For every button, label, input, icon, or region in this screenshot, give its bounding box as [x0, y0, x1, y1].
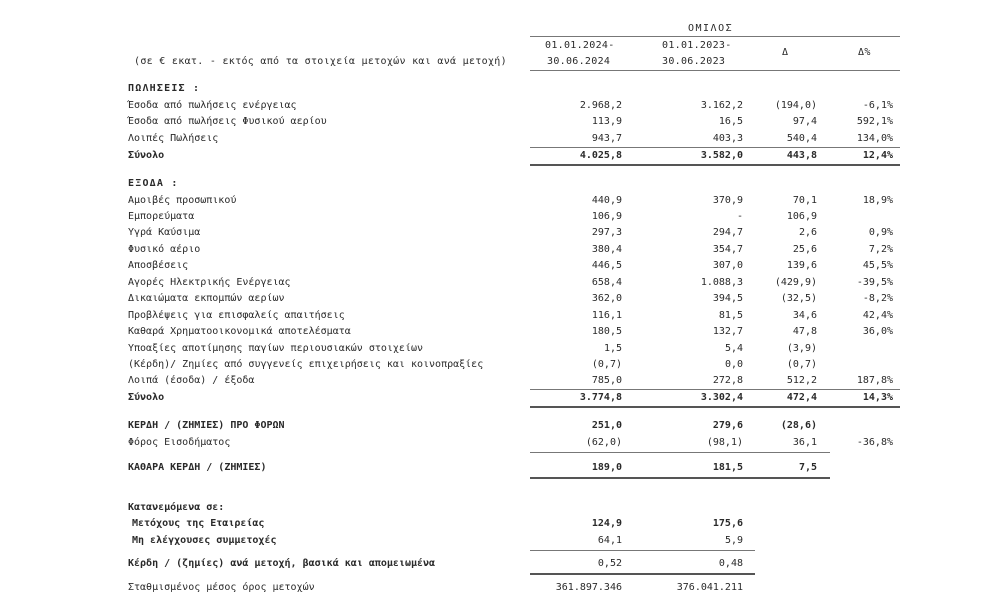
value-2024: 658,4	[591, 277, 622, 288]
col2-header-line1: 01.01.2023-	[662, 40, 732, 51]
value-delta: (194,0)	[774, 100, 817, 111]
value-2023: 132,7	[712, 326, 743, 337]
income-tax-row	[0, 435, 1000, 451]
value-2024: 446,5	[591, 260, 622, 271]
value-delta: (0,7)	[786, 359, 817, 370]
value-delta-pct: 592,1%	[856, 116, 893, 127]
row-label: Κέρδη / (ζημίες) ανά μετοχή, βασικά και απομειωμένα	[128, 558, 436, 569]
value-2023: 3.162,2	[700, 100, 743, 111]
row-label: (Κέρδη)/ Ζημίες από συγγενείς επιχειρήσεις και κοινοπραξίες	[128, 359, 484, 370]
row-label: Έσοδα από πωλήσεις ενέργειας	[128, 100, 297, 111]
col1-header-line2: 30.06.2024	[547, 56, 611, 67]
value-2023: 175,6	[712, 518, 743, 529]
value-2023: -	[736, 211, 743, 222]
value-delta: 512,2	[786, 375, 817, 386]
row-label: Μη ελέγχουσες συμμετοχές	[132, 535, 277, 546]
row-label: Καθαρά Χρηματοοικονομικά αποτελέσματα	[128, 326, 351, 337]
value-delta-pct: -36,8%	[856, 437, 893, 448]
value-2023: 354,7	[712, 244, 743, 255]
value-2024: 785,0	[591, 375, 622, 386]
value-delta-pct: 12,4%	[862, 150, 893, 161]
row-label: Υποαξίες αποτίμησης παγίων περιουσιακών στοιχείων	[128, 343, 424, 354]
value-2023: 403,3	[712, 133, 743, 144]
table-row	[0, 341, 1000, 357]
row-label: Σύνολο	[128, 392, 165, 403]
value-delta-pct: 187,8%	[856, 375, 893, 386]
value-2024: (0,7)	[591, 359, 622, 370]
value-2024: 124,9	[591, 518, 622, 529]
value-2023: 3.302,4	[700, 392, 743, 403]
value-2024: 2.968,2	[579, 100, 622, 111]
weighted-shares-row	[0, 580, 1000, 596]
value-delta: 2,6	[798, 227, 817, 238]
value-2024: 106,9	[591, 211, 622, 222]
table-row	[0, 324, 1000, 340]
row-label: Αποσβέσεις	[128, 260, 189, 271]
value-2023: 307,0	[712, 260, 743, 271]
sales-total-rule	[530, 164, 900, 166]
col3-header-delta: Δ	[782, 47, 789, 58]
col4-header-delta-pct: Δ%	[858, 47, 871, 58]
value-delta: 25,6	[792, 244, 817, 255]
value-delta: (32,5)	[780, 293, 817, 304]
tax-rule	[530, 452, 830, 453]
table-row	[0, 98, 1000, 114]
value-2024: 361.897.346	[555, 582, 622, 593]
value-delta: 47,8	[792, 326, 817, 337]
table-row	[0, 114, 1000, 130]
row-label: Φυσικό αέριο	[128, 244, 201, 255]
value-delta: 34,6	[792, 310, 817, 321]
attributable-title-row	[0, 500, 1000, 516]
row-label: Σταθμισμένος μέσος όρος μετοχών	[128, 582, 315, 593]
value-delta-pct: -39,5%	[856, 277, 893, 288]
row-label: Σύνολο	[128, 150, 165, 161]
table-row	[0, 275, 1000, 291]
value-delta: 106,9	[786, 211, 817, 222]
table-row	[0, 258, 1000, 274]
row-label: Προβλέψεις για επισφαλείς απαιτήσεις	[128, 310, 345, 321]
value-2023: 1.088,3	[700, 277, 743, 288]
sales-title: ΠΩΛΗΣΕΙΣ :	[128, 83, 201, 94]
value-delta: 139,6	[786, 260, 817, 271]
row-label: Λοιπές Πωλήσεις	[128, 133, 219, 144]
units-note: (σε € εκατ. - εκτός από τα στοιχεία μετοχών και ανά μετοχή)	[134, 56, 507, 67]
value-2023: 0,48	[718, 558, 743, 569]
value-delta-pct: 0,9%	[868, 227, 893, 238]
eps-rule	[530, 573, 755, 575]
value-2024: 0,52	[597, 558, 622, 569]
value-2023: 394,5	[712, 293, 743, 304]
profit-before-tax-row	[0, 418, 1000, 434]
table-row	[0, 225, 1000, 241]
value-delta-pct: -6,1%	[862, 100, 893, 111]
value-2023: 272,8	[712, 375, 743, 386]
table-row	[0, 357, 1000, 373]
value-2023: (98,1)	[706, 437, 743, 448]
value-2024: 113,9	[591, 116, 622, 127]
value-delta-pct: 42,4%	[862, 310, 893, 321]
row-label: Αμοιβές προσωπικού	[128, 195, 237, 206]
row-label: Δικαιώματα εκπομπών αερίων	[128, 293, 285, 304]
col1-header-line1: 01.01.2024-	[545, 40, 615, 51]
value-delta: 70,1	[792, 195, 817, 206]
section-title-expenses	[0, 176, 1000, 192]
value-delta: (28,6)	[780, 420, 817, 431]
table-row	[0, 131, 1000, 147]
table-row	[0, 209, 1000, 225]
row-label: Αγορές Ηλεκτρικής Ενέργειας	[128, 277, 291, 288]
attributable-rule	[530, 550, 755, 551]
value-2023: 370,9	[712, 195, 743, 206]
value-2024: 180,5	[591, 326, 622, 337]
value-delta: 443,8	[786, 150, 817, 161]
expenses-title: ΕΞΟΔΑ :	[128, 178, 179, 189]
value-2023: 5,4	[724, 343, 743, 354]
value-2023: 279,6	[712, 420, 743, 431]
expenses-total-row	[0, 390, 1000, 406]
value-delta: 97,4	[792, 116, 817, 127]
value-delta-pct: 14,3%	[862, 392, 893, 403]
value-2024: 116,1	[591, 310, 622, 321]
row-label: Υγρά Καύσιμα	[128, 227, 201, 238]
table-row	[0, 308, 1000, 324]
value-2024: 380,4	[591, 244, 622, 255]
table-row	[0, 193, 1000, 209]
expenses-total-rule	[530, 406, 900, 408]
row-label: ΚΕΡΔΗ / (ΖΗΜΙΕΣ) ΠΡΟ ΦΟΡΩΝ	[128, 420, 285, 431]
value-2024: 297,3	[591, 227, 622, 238]
value-2024: 64,1	[597, 535, 622, 546]
value-delta-pct: 45,5%	[862, 260, 893, 271]
value-2024: 362,0	[591, 293, 622, 304]
value-delta-pct: 18,9%	[862, 195, 893, 206]
value-delta-pct: -8,2%	[862, 293, 893, 304]
value-delta: 7,5	[798, 462, 817, 473]
header-bottom-rule	[530, 70, 900, 71]
value-2023: 376.041.211	[676, 582, 743, 593]
table-row	[0, 373, 1000, 389]
value-delta: (429,9)	[774, 277, 817, 288]
group-title: ΟΜΙΛΟΣ	[688, 23, 734, 34]
sales-total-row	[0, 148, 1000, 164]
value-2023: 3.582,0	[700, 150, 743, 161]
value-delta: (3,9)	[786, 343, 817, 354]
value-2023: 5,9	[724, 535, 743, 546]
value-2024: 251,0	[591, 420, 622, 431]
net-profit-rule	[530, 477, 830, 479]
table-row	[0, 533, 1000, 549]
row-label: Μετόχους της Εταιρείας	[132, 518, 265, 529]
row-label: Εμπορεύματα	[128, 211, 195, 222]
eps-row	[0, 556, 1000, 572]
value-2023: 16,5	[718, 116, 743, 127]
value-delta-pct: 134,0%	[856, 133, 893, 144]
value-delta: 472,4	[786, 392, 817, 403]
value-2023: 181,5	[712, 462, 743, 473]
attributable-title: Κατανεμόμενα σε:	[128, 502, 225, 513]
value-2024: (62,0)	[585, 437, 622, 448]
value-2024: 189,0	[591, 462, 622, 473]
col2-header-line2: 30.06.2023	[662, 56, 726, 67]
value-delta: 36,1	[792, 437, 817, 448]
value-delta-pct: 7,2%	[868, 244, 893, 255]
value-2024: 440,9	[591, 195, 622, 206]
net-profit-row	[0, 460, 1000, 476]
value-2024: 3.774,8	[579, 392, 622, 403]
row-label: Φόρος Εισοδήματος	[128, 437, 231, 448]
value-delta: 540,4	[786, 133, 817, 144]
table-row	[0, 242, 1000, 258]
value-2024: 943,7	[591, 133, 622, 144]
value-2024: 1,5	[603, 343, 622, 354]
value-2023: 294,7	[712, 227, 743, 238]
value-delta-pct: 36,0%	[862, 326, 893, 337]
value-2024: 4.025,8	[579, 150, 622, 161]
header-top-rule	[530, 36, 900, 37]
section-title-sales	[0, 81, 1000, 97]
row-label: Λοιπά (έσοδα) / έξοδα	[128, 375, 255, 386]
table-row	[0, 516, 1000, 532]
row-label: ΚΑΘΑΡΑ ΚΕΡΔΗ / (ΖΗΜΙΕΣ)	[128, 462, 267, 473]
row-label: Έσοδα από πωλήσεις Φυσικού αερίου	[128, 116, 327, 127]
value-2023: 81,5	[718, 310, 743, 321]
value-2023: 0,0	[724, 359, 743, 370]
table-row	[0, 291, 1000, 307]
